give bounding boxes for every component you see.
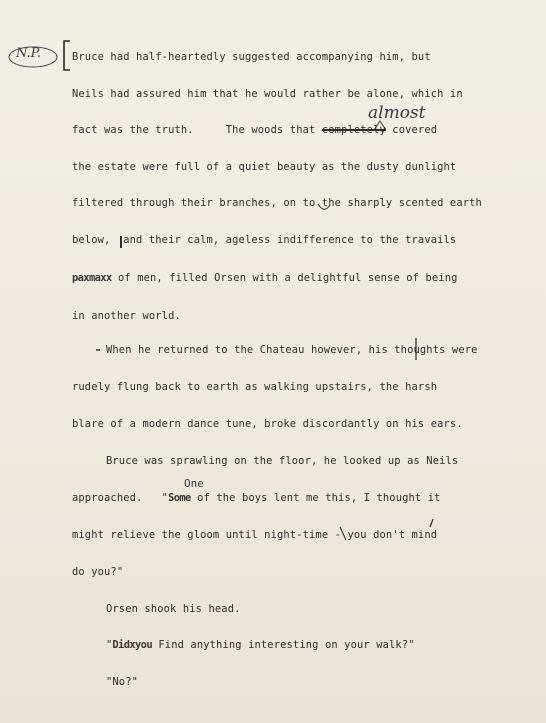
line-10: rudely flung back to earth as walking upstairs, the harsh bbox=[72, 381, 438, 393]
line-14: might relieve the gloom until night-time - you don't mind bbox=[72, 529, 438, 541]
line-11: blare of a modern dance tune, broke discordantly on his ears. bbox=[72, 418, 463, 430]
line-13: approached. "Some of the boys lent me this, I thought it bbox=[72, 492, 441, 504]
overtyped-word: Didxyou bbox=[112, 639, 152, 651]
line-12: Bruce was sprawling on the floor, he looked up as Neils bbox=[106, 455, 459, 467]
line-2: Neils had assured him that he would rather be alone, which in bbox=[72, 88, 463, 100]
line-17: "Didxyou Find anything interesting on your walk?" bbox=[106, 639, 415, 651]
line-15: do you?" bbox=[72, 566, 124, 578]
line-7: paxmaxx of men, filled Orsen with a delightful sense of being bbox=[72, 272, 458, 284]
line-9: When he returned to the Chateau however, his thoughts were bbox=[106, 344, 478, 356]
line-3: fact was the truth. The woods that completely covered bbox=[72, 124, 438, 136]
handwritten-insert-almost: almost bbox=[368, 103, 426, 123]
line-1: Bruce had half-heartedly suggested accompanying him, but bbox=[72, 51, 431, 63]
apostrophe-mark bbox=[430, 519, 433, 527]
handwritten-insert-one: One bbox=[184, 477, 204, 490]
line-5: filtered through their branches, on to the sharply scented earth bbox=[72, 197, 482, 209]
line-18: "No?" bbox=[106, 676, 139, 688]
overtyped-word: Some bbox=[168, 492, 191, 504]
line-4: the estate were full of a quiet beauty as the dusty dunlight bbox=[72, 161, 457, 173]
margin-note: N.P. bbox=[16, 46, 41, 61]
line-16: Orsen shook his head. bbox=[106, 603, 241, 615]
struck-word: completely bbox=[321, 124, 386, 136]
overtyped-word: paxmaxx bbox=[72, 272, 112, 284]
line-6: below, and their calm, ageless indifference to the travails bbox=[72, 234, 457, 246]
paragraph-bracket bbox=[64, 41, 70, 70]
line-8: in another world. bbox=[72, 310, 181, 322]
